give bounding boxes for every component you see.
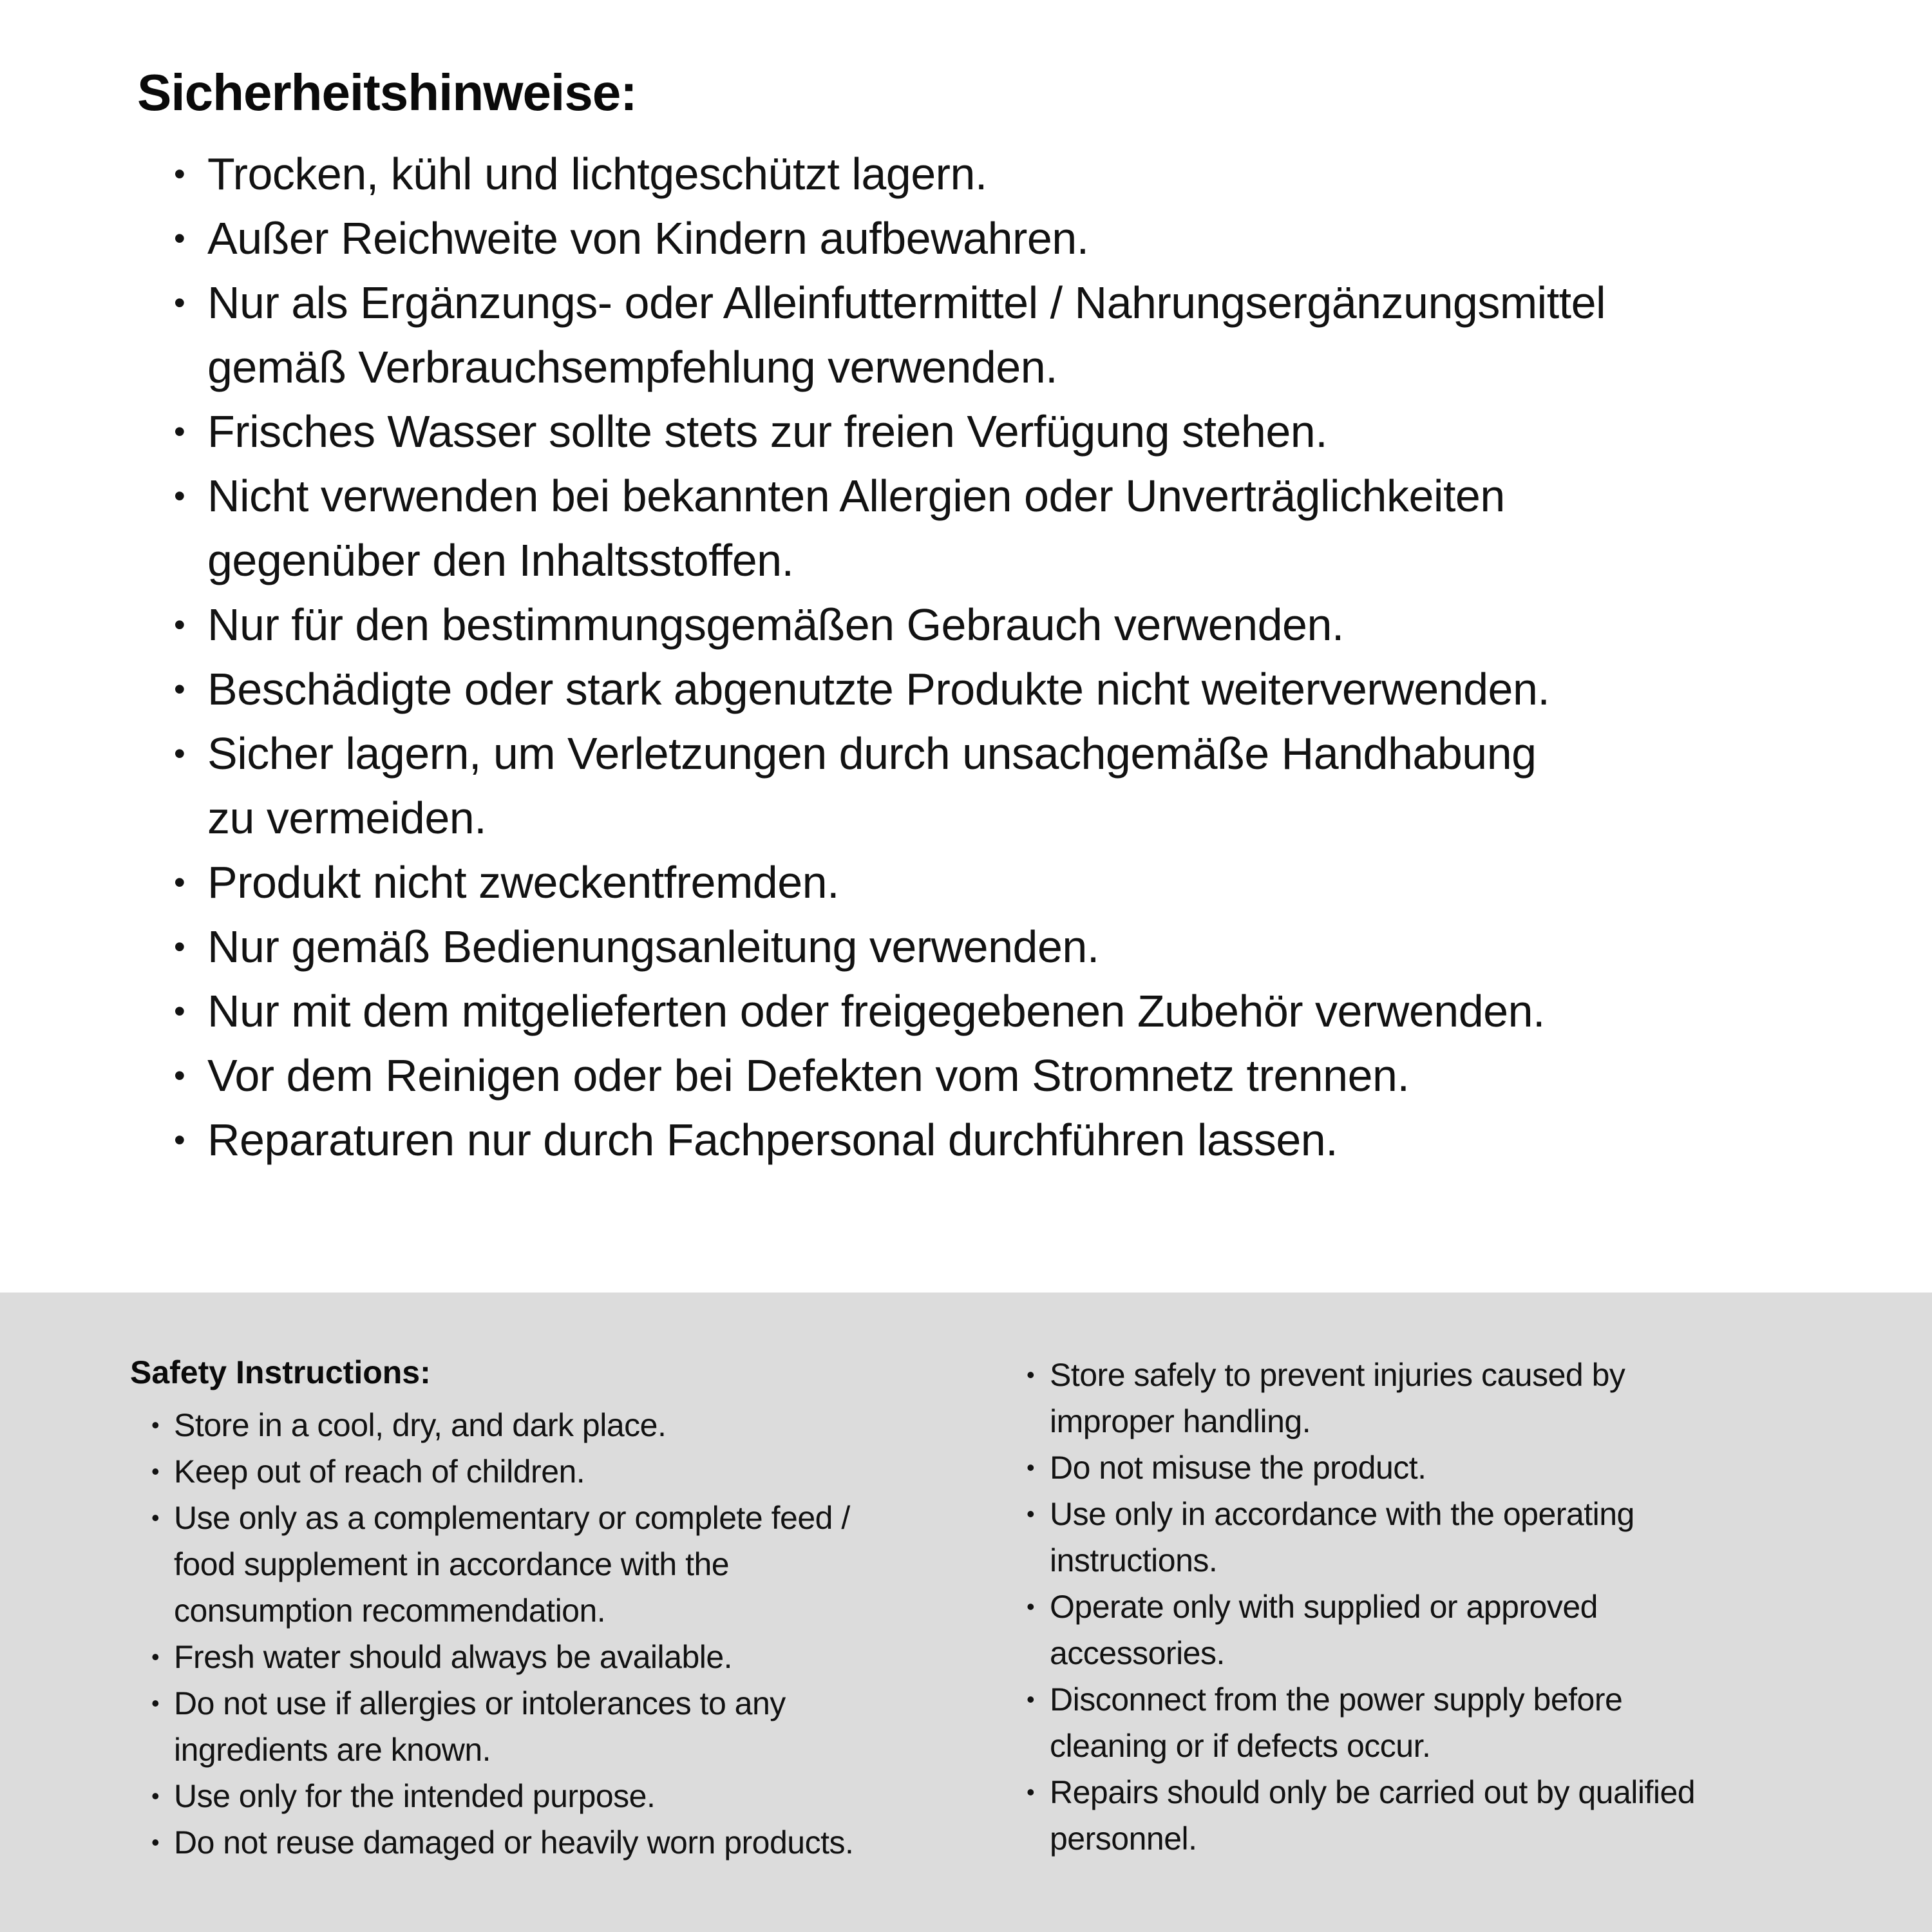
bullet-icon: • bbox=[1027, 1361, 1035, 1388]
list-item-line: Use only as a complementary or complete feed / bbox=[174, 1500, 850, 1536]
list-item bbox=[1027, 1444, 1915, 1491]
bullet-icon: • bbox=[1027, 1454, 1035, 1481]
bullet-icon: • bbox=[1027, 1779, 1035, 1805]
list-item-line: consumption recommendation. bbox=[174, 1593, 606, 1629]
list-item-line: gegenüber den Inhaltsstoffen. bbox=[207, 535, 794, 585]
list-item-line: Vor dem Reinigen oder bei Defekten vom Stromnetz trennen. bbox=[207, 1050, 1410, 1101]
list-item-line: food supplement in accordance with the bbox=[174, 1546, 730, 1582]
list-item-line: zu vermeiden. bbox=[207, 793, 487, 843]
bullet-icon: • bbox=[151, 1829, 160, 1855]
bullet-icon: • bbox=[1027, 1686, 1035, 1712]
list-item-line: Use only for the intended purpose. bbox=[174, 1778, 656, 1814]
list-item-line: Reparaturen nur durch Fachpersonal durchführen lassen. bbox=[207, 1115, 1338, 1165]
list-item-line: Store in a cool, dry, and dark place. bbox=[174, 1407, 667, 1443]
list-item bbox=[174, 979, 1605, 1043]
list-item-line: cleaning or if defects occur. bbox=[1050, 1728, 1431, 1764]
list-item bbox=[130, 1634, 1006, 1680]
bullet-icon: • bbox=[174, 220, 185, 256]
list-item bbox=[1027, 1769, 1915, 1862]
bullet-icon: • bbox=[174, 1121, 185, 1158]
list-item-line: Nur als Ergänzungs- oder Alleinfuttermittel / Nahrungsergänzungsmittel bbox=[207, 278, 1606, 328]
list-item-line: ingredients are known. bbox=[174, 1732, 491, 1768]
list-item-line: Disconnect from the power supply before bbox=[1050, 1681, 1623, 1718]
bullet-icon: • bbox=[174, 606, 185, 643]
bullet-icon: • bbox=[174, 155, 185, 192]
list-item bbox=[174, 914, 1605, 979]
list-item-line: Store safely to prevent injuries caused by bbox=[1050, 1357, 1625, 1393]
list-item-line: Nur gemäß Bedienungsanleitung verwenden. bbox=[207, 922, 1099, 972]
bullet-icon: • bbox=[151, 1783, 160, 1809]
list-item bbox=[130, 1819, 1006, 1866]
list-item bbox=[130, 1495, 1006, 1634]
list-item-line: Operate only with supplied or approved bbox=[1050, 1589, 1598, 1625]
list-item bbox=[174, 142, 1605, 206]
list-item-line: Do not misuse the product. bbox=[1050, 1450, 1426, 1486]
list-item bbox=[130, 1773, 1006, 1819]
list-item-line: Außer Reichweite von Kindern aufbewahren. bbox=[207, 213, 1089, 263]
list-item-line: personnel. bbox=[1050, 1821, 1197, 1857]
list-item-line: Nur für den bestimmungsgemäßen Gebrauch verwenden. bbox=[207, 600, 1344, 650]
list-item-line: accessories. bbox=[1050, 1635, 1225, 1671]
bullet-icon: • bbox=[174, 735, 185, 772]
list-item bbox=[174, 464, 1605, 592]
bullet-icon: • bbox=[1027, 1593, 1035, 1620]
bullet-icon: • bbox=[174, 1057, 185, 1094]
list-item-line: instructions. bbox=[1050, 1542, 1218, 1578]
list-item-line: Sicher lagern, um Verletzungen durch unsachgemäße Handhabung bbox=[207, 728, 1537, 779]
bullet-icon: • bbox=[151, 1643, 160, 1670]
list-item bbox=[174, 1108, 1605, 1172]
list-item bbox=[174, 1043, 1605, 1108]
list-item-line: Do not use if allergies or intolerances to any bbox=[174, 1685, 786, 1721]
list-item bbox=[1027, 1676, 1915, 1769]
list-item bbox=[130, 1680, 1006, 1773]
list-item-line: Produkt nicht zweckentfremden. bbox=[207, 857, 840, 907]
german-safety-list bbox=[174, 142, 1605, 1172]
bullet-icon: • bbox=[174, 413, 185, 450]
list-item bbox=[174, 721, 1605, 850]
list-item bbox=[174, 399, 1605, 464]
bullet-icon: • bbox=[151, 1504, 160, 1531]
bullet-icon: • bbox=[151, 1690, 160, 1716]
list-item-line: Fresh water should always be available. bbox=[174, 1639, 733, 1675]
bullet-icon: • bbox=[1027, 1501, 1035, 1527]
bullet-icon: • bbox=[151, 1412, 160, 1438]
list-item bbox=[174, 270, 1605, 399]
list-item bbox=[1027, 1491, 1915, 1584]
list-item bbox=[174, 657, 1605, 721]
list-item bbox=[174, 592, 1605, 657]
list-item-line: Frisches Wasser sollte stets zur freien Verfügung stehen. bbox=[207, 406, 1328, 457]
english-left-column bbox=[130, 1353, 1006, 1866]
english-right-column bbox=[1027, 1352, 1915, 1862]
list-item-line: Repairs should only be carried out by qualified bbox=[1050, 1774, 1696, 1810]
english-safety-list-right bbox=[1027, 1352, 1915, 1862]
bullet-icon: • bbox=[174, 864, 185, 900]
english-safety-list-left bbox=[130, 1402, 1006, 1866]
list-item-line: Nicht verwenden bei bekannten Allergien oder Unverträglichkeiten bbox=[207, 471, 1505, 521]
list-item bbox=[1027, 1584, 1915, 1676]
list-item-line: Nur mit dem mitgelieferten oder freigegebenen Zubehör verwenden. bbox=[207, 986, 1545, 1036]
german-section-title: Sicherheitshinweise: bbox=[137, 64, 637, 121]
list-item-line: Do not reuse damaged or heavily worn products. bbox=[174, 1824, 854, 1861]
english-safety-section bbox=[0, 1293, 1932, 1932]
bullet-icon: • bbox=[174, 992, 185, 1029]
list-item-line: Use only in accordance with the operating bbox=[1050, 1496, 1634, 1532]
list-item-line: improper handling. bbox=[1050, 1403, 1311, 1439]
list-item-line: Trocken, kühl und lichtgeschützt lagern. bbox=[207, 149, 987, 199]
bullet-icon: • bbox=[174, 670, 185, 707]
list-item bbox=[130, 1448, 1006, 1495]
bullet-icon: • bbox=[174, 284, 185, 321]
bullet-icon: • bbox=[174, 477, 185, 514]
list-item-line: Beschädigte oder stark abgenutzte Produkte nicht weiterverwenden. bbox=[207, 664, 1550, 714]
list-item-line: Keep out of reach of children. bbox=[174, 1454, 585, 1490]
english-section-title: Safety Instructions: bbox=[130, 1354, 431, 1390]
list-item bbox=[174, 850, 1605, 914]
bullet-icon: • bbox=[151, 1458, 160, 1484]
bullet-icon: • bbox=[174, 928, 185, 965]
list-item-line: gemäß Verbrauchsempfehlung verwenden. bbox=[207, 342, 1058, 392]
list-item bbox=[1027, 1352, 1915, 1444]
list-item bbox=[174, 206, 1605, 270]
list-item bbox=[130, 1402, 1006, 1448]
